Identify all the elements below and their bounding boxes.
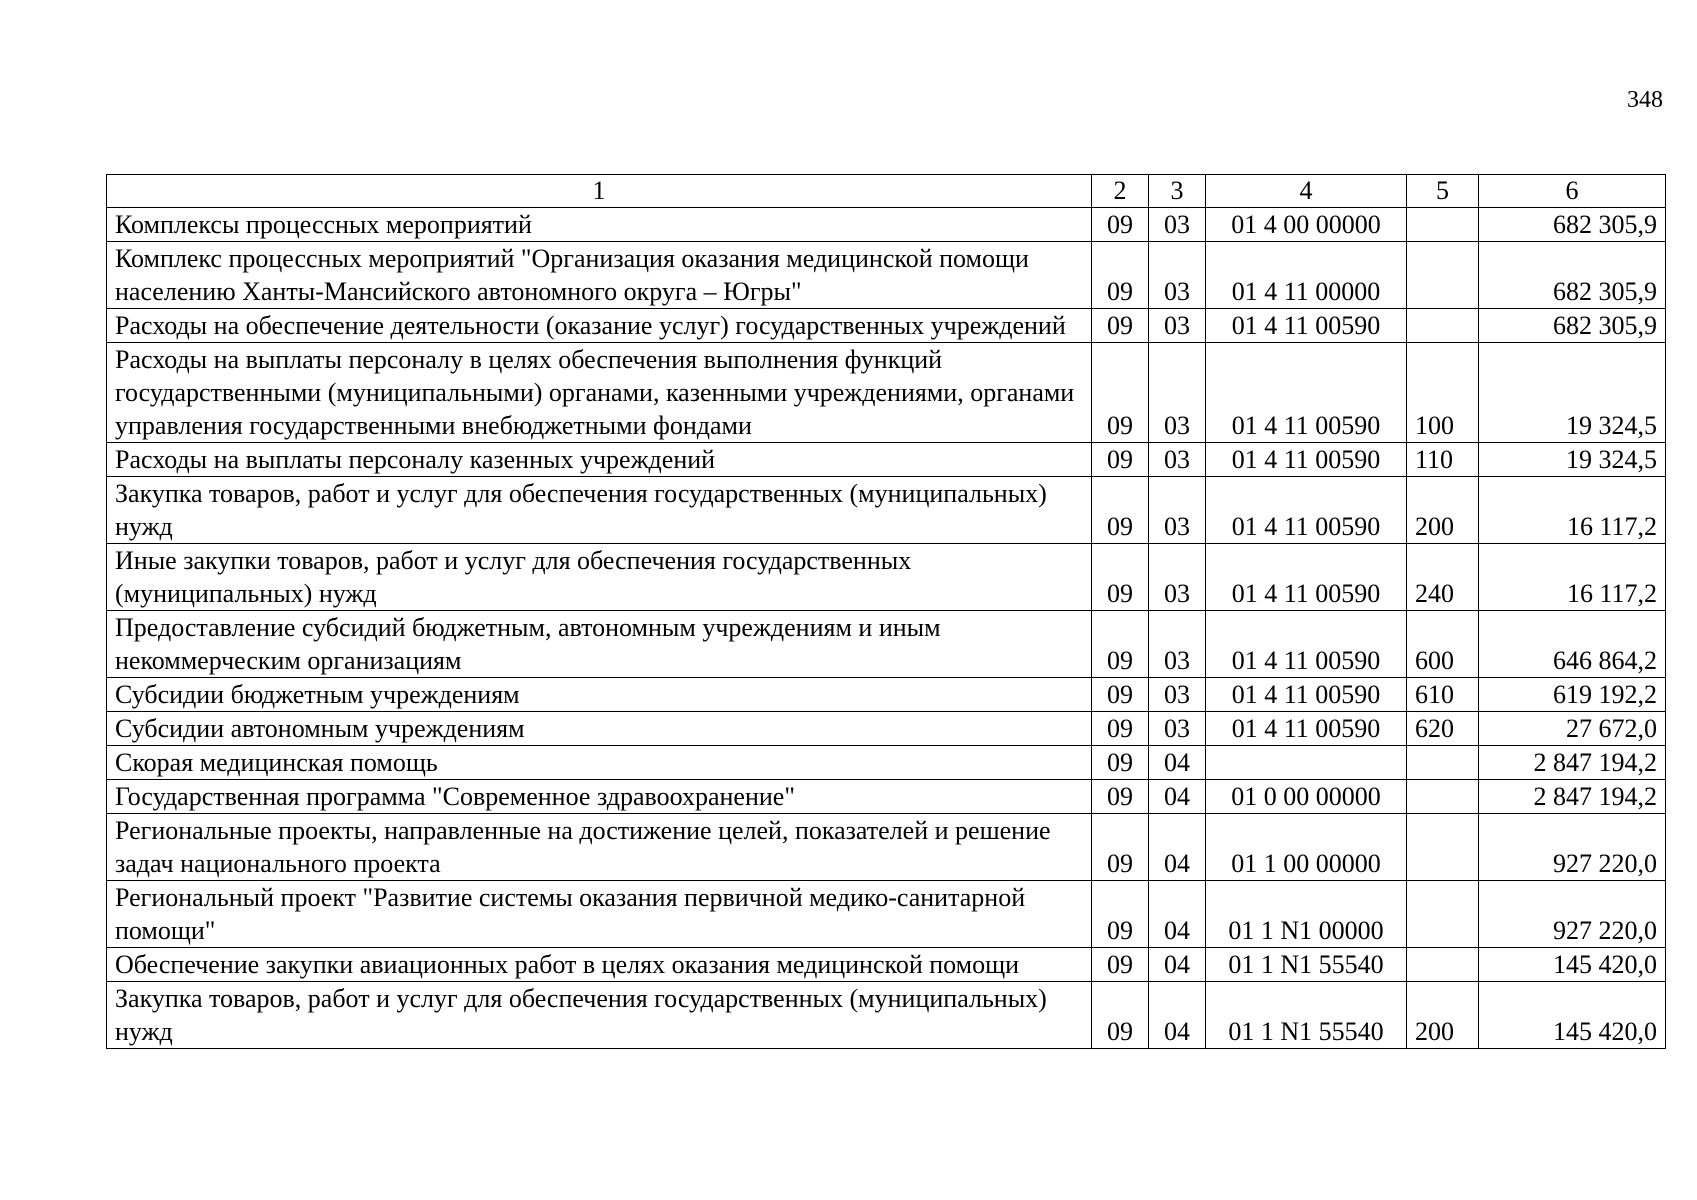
row-subsection-cell: 03 (1149, 611, 1206, 678)
row-section-cell: 09 (1092, 712, 1149, 746)
row-expense-type-cell: 100 (1407, 343, 1479, 443)
table-row (107, 678, 1666, 712)
row-amount-cell: 682 305,9 (1479, 208, 1666, 242)
table-row (107, 208, 1666, 242)
page-number: 348 (1627, 87, 1663, 113)
row-section-cell: 09 (1092, 881, 1149, 948)
table-row (107, 982, 1666, 1049)
row-target-article-cell: 01 1 N1 55540 (1206, 982, 1407, 1049)
row-amount-cell: 682 305,9 (1479, 242, 1666, 309)
row-amount-cell: 27 672,0 (1479, 712, 1666, 746)
row-target-article-cell: 01 4 11 00000 (1206, 242, 1407, 309)
row-subsection-cell: 03 (1149, 678, 1206, 712)
row-amount-cell: 16 117,2 (1479, 477, 1666, 544)
row-expense-type-cell (1407, 309, 1479, 343)
row-subsection-cell: 04 (1149, 780, 1206, 814)
row-subsection-cell: 04 (1149, 746, 1206, 780)
header-cell: 4 (1206, 175, 1407, 208)
row-amount-cell: 16 117,2 (1479, 544, 1666, 611)
row-section-cell: 09 (1092, 746, 1149, 780)
row-section-cell: 09 (1092, 242, 1149, 309)
row-name-cell: Региональный проект "Развитие системы оказания первичной медико-санитарной помощи" (107, 881, 1092, 948)
row-name-cell: Расходы на обеспечение деятельности (оказание услуг) государственных учреждений (107, 309, 1092, 343)
row-amount-cell: 646 864,2 (1479, 611, 1666, 678)
row-subsection-cell: 03 (1149, 712, 1206, 746)
row-amount-cell: 19 324,5 (1479, 343, 1666, 443)
row-subsection-cell: 03 (1149, 343, 1206, 443)
row-target-article-cell: 01 4 11 00590 (1206, 544, 1407, 611)
table-row (107, 309, 1666, 343)
table-row (107, 712, 1666, 746)
row-section-cell: 09 (1092, 780, 1149, 814)
row-target-article-cell: 01 4 11 00590 (1206, 712, 1407, 746)
row-amount-cell: 2 847 194,2 (1479, 780, 1666, 814)
header-cell: 6 (1479, 175, 1666, 208)
table-row (107, 611, 1666, 678)
row-section-cell: 09 (1092, 443, 1149, 477)
row-section-cell: 09 (1092, 678, 1149, 712)
row-expense-type-cell (1407, 780, 1479, 814)
row-expense-type-cell: 610 (1407, 678, 1479, 712)
row-name-cell: Закупка товаров, работ и услуг для обеспечения государственных (муниципальных) нужд (107, 477, 1092, 544)
row-expense-type-cell: 240 (1407, 544, 1479, 611)
row-section-cell: 09 (1092, 611, 1149, 678)
table-row (107, 780, 1666, 814)
row-name-cell: Субсидии бюджетным учреждениям (107, 678, 1092, 712)
row-amount-cell: 682 305,9 (1479, 309, 1666, 343)
row-target-article-cell: 01 4 11 00590 (1206, 309, 1407, 343)
row-name-cell: Расходы на выплаты персоналу в целях обеспечения выполнения функций государственными (муниципальными) органами, казенными учреждениями, органами управления государственными внебюджетными фондами (107, 343, 1092, 443)
table-row (107, 948, 1666, 982)
row-expense-type-cell (1407, 948, 1479, 982)
row-expense-type-cell: 620 (1407, 712, 1479, 746)
row-section-cell: 09 (1092, 982, 1149, 1049)
row-subsection-cell: 03 (1149, 242, 1206, 309)
header-cell: 5 (1407, 175, 1479, 208)
row-section-cell: 09 (1092, 948, 1149, 982)
row-target-article-cell: 01 4 11 00590 (1206, 477, 1407, 544)
row-name-cell: Комплексы процессных мероприятий (107, 208, 1092, 242)
row-subsection-cell: 04 (1149, 814, 1206, 881)
row-section-cell: 09 (1092, 477, 1149, 544)
row-amount-cell: 2 847 194,2 (1479, 746, 1666, 780)
row-target-article-cell: 01 1 N1 00000 (1206, 881, 1407, 948)
table-header-row (107, 175, 1666, 208)
row-subsection-cell: 04 (1149, 948, 1206, 982)
row-name-cell: Предоставление субсидий бюджетным, автономным учреждениям и иным некоммерческим организациям (107, 611, 1092, 678)
row-amount-cell: 927 220,0 (1479, 814, 1666, 881)
row-section-cell: 09 (1092, 309, 1149, 343)
row-amount-cell: 927 220,0 (1479, 881, 1666, 948)
row-section-cell: 09 (1092, 343, 1149, 443)
table-row (107, 746, 1666, 780)
row-target-article-cell: 01 4 11 00590 (1206, 611, 1407, 678)
row-name-cell: Обеспечение закупки авиационных работ в целях оказания медицинской помощи (107, 948, 1092, 982)
row-name-cell: Иные закупки товаров, работ и услуг для обеспечения государственных (муниципальных) нужд (107, 544, 1092, 611)
row-section-cell: 09 (1092, 814, 1149, 881)
row-expense-type-cell (1407, 814, 1479, 881)
row-target-article-cell: 01 4 11 00590 (1206, 343, 1407, 443)
row-expense-type-cell: 200 (1407, 982, 1479, 1049)
row-section-cell: 09 (1092, 544, 1149, 611)
table-row (107, 814, 1666, 881)
row-amount-cell: 619 192,2 (1479, 678, 1666, 712)
row-target-article-cell: 01 4 11 00590 (1206, 443, 1407, 477)
row-target-article-cell (1206, 746, 1407, 780)
row-target-article-cell: 01 0 00 00000 (1206, 780, 1407, 814)
row-expense-type-cell: 110 (1407, 443, 1479, 477)
row-expense-type-cell (1407, 881, 1479, 948)
row-section-cell: 09 (1092, 208, 1149, 242)
row-subsection-cell: 03 (1149, 544, 1206, 611)
row-name-cell: Региональные проекты, направленные на достижение целей, показателей и решение задач национального проекта (107, 814, 1092, 881)
table-row (107, 242, 1666, 309)
row-subsection-cell: 03 (1149, 208, 1206, 242)
header-cell: 2 (1092, 175, 1149, 208)
header-cell: 1 (107, 175, 1092, 208)
row-subsection-cell: 03 (1149, 309, 1206, 343)
budget-table (106, 174, 1666, 1049)
row-target-article-cell: 01 4 00 00000 (1206, 208, 1407, 242)
row-target-article-cell: 01 4 11 00590 (1206, 678, 1407, 712)
row-name-cell: Закупка товаров, работ и услуг для обеспечения государственных (муниципальных) нужд (107, 982, 1092, 1049)
row-subsection-cell: 03 (1149, 443, 1206, 477)
table-row (107, 881, 1666, 948)
row-amount-cell: 145 420,0 (1479, 948, 1666, 982)
row-name-cell: Скорая медицинская помощь (107, 746, 1092, 780)
table-row (107, 443, 1666, 477)
row-name-cell: Комплекс процессных мероприятий "Организация оказания медицинской помощи населению Ханты-Мансийского автономного округа – Югры" (107, 242, 1092, 309)
table-row (107, 544, 1666, 611)
row-subsection-cell: 03 (1149, 477, 1206, 544)
table-row (107, 477, 1666, 544)
row-amount-cell: 19 324,5 (1479, 443, 1666, 477)
row-expense-type-cell (1407, 208, 1479, 242)
row-expense-type-cell (1407, 242, 1479, 309)
row-name-cell: Субсидии автономным учреждениям (107, 712, 1092, 746)
header-cell: 3 (1149, 175, 1206, 208)
row-expense-type-cell: 600 (1407, 611, 1479, 678)
row-subsection-cell: 04 (1149, 881, 1206, 948)
row-subsection-cell: 04 (1149, 982, 1206, 1049)
row-target-article-cell: 01 1 00 00000 (1206, 814, 1407, 881)
row-expense-type-cell: 200 (1407, 477, 1479, 544)
row-amount-cell: 145 420,0 (1479, 982, 1666, 1049)
row-name-cell: Государственная программа "Современное здравоохранение" (107, 780, 1092, 814)
table-row (107, 343, 1666, 443)
row-target-article-cell: 01 1 N1 55540 (1206, 948, 1407, 982)
row-expense-type-cell (1407, 746, 1479, 780)
row-name-cell: Расходы на выплаты персоналу казенных учреждений (107, 443, 1092, 477)
